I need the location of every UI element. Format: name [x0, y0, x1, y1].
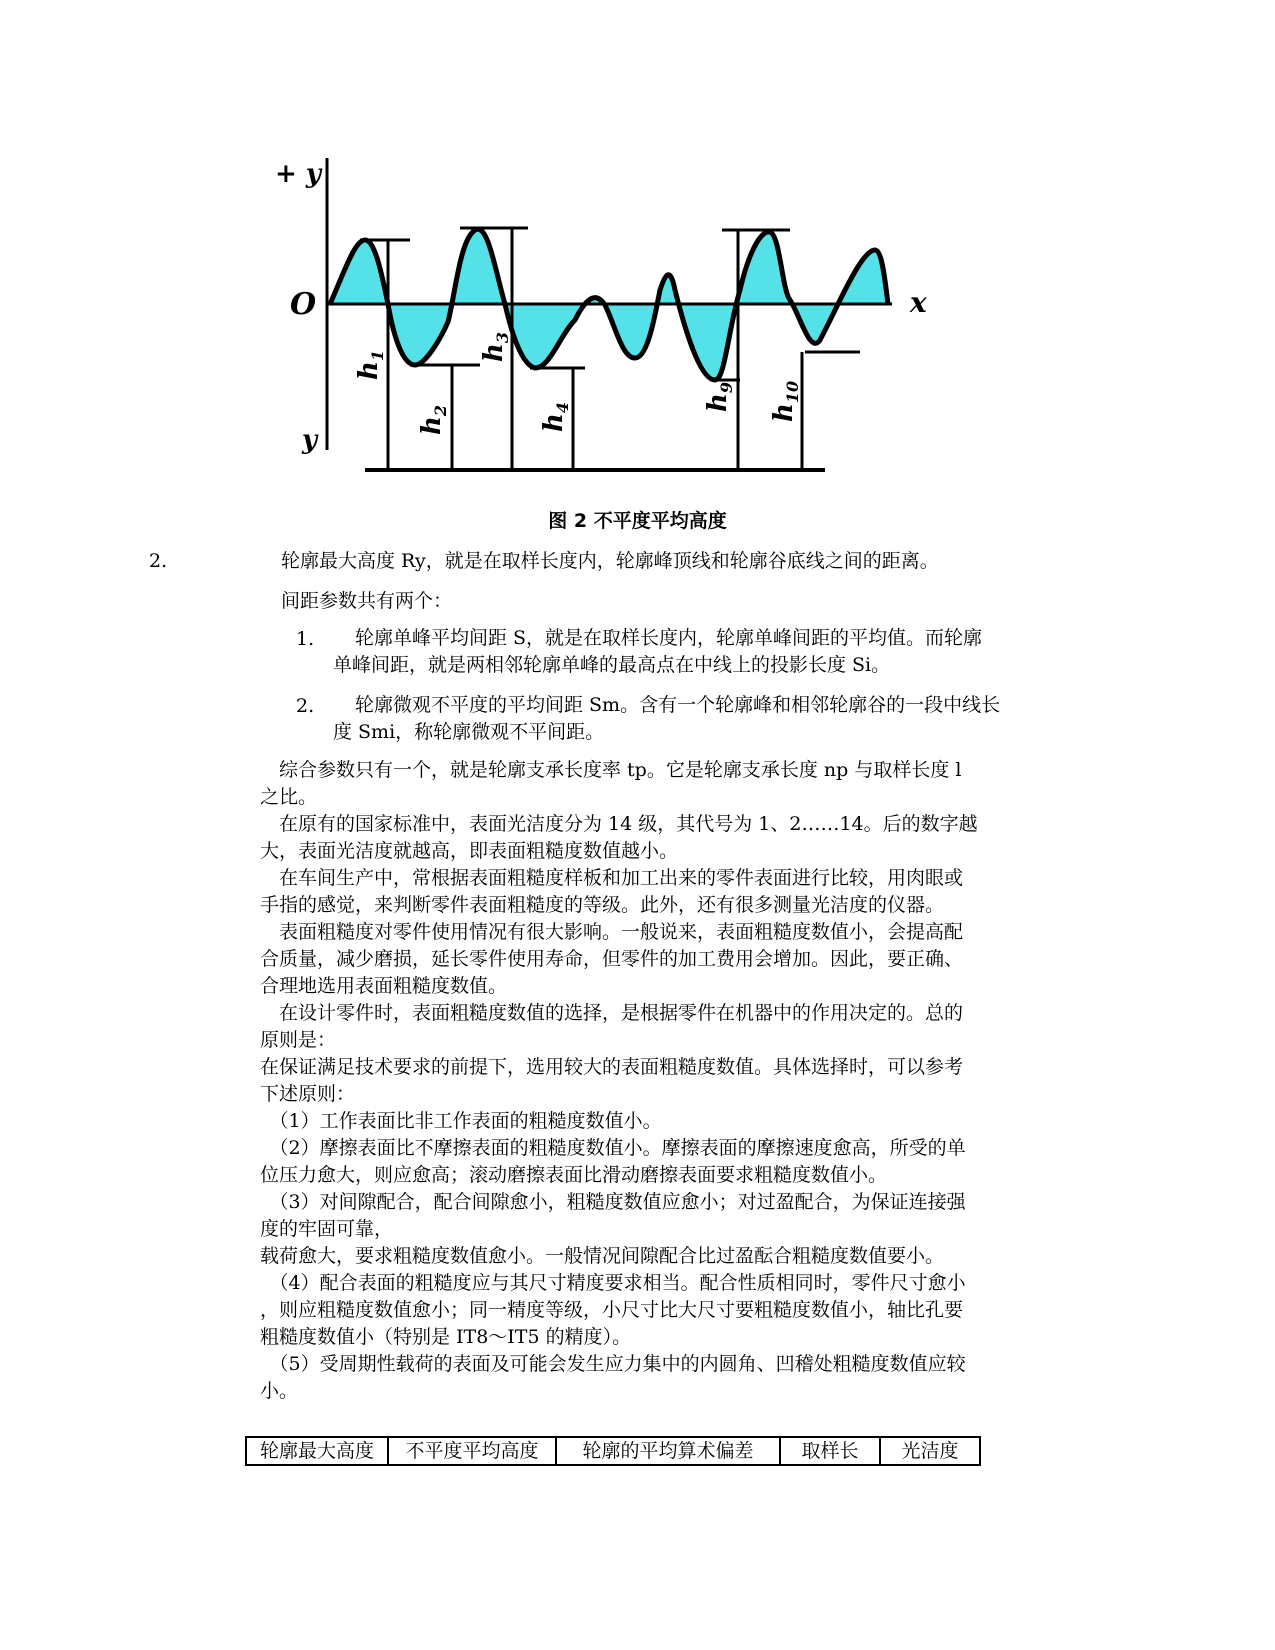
roughness-profile-diagram — [260, 140, 980, 490]
body-line: （5）受周期性载荷的表面及可能会发生应力集中的内圆角、凹稽处粗糙度数值应较 — [260, 1353, 966, 1375]
x-axis-label: x — [910, 286, 927, 319]
parameter-table — [245, 1436, 981, 1466]
sub-item-1-number: 1. — [296, 628, 315, 650]
body-line: （2）摩擦表面比不摩擦表面的粗糙度数值小。摩擦表面的摩擦速度愈高，所受的单 — [260, 1137, 966, 1159]
body-line: 位压力愈大，则应愈高；滚动磨擦表面比滑动磨擦表面要求粗糙度数值小。 — [260, 1164, 888, 1186]
svg-text:h1: $h_1$ — [354, 349, 387, 380]
svg-text:h4: $h_4$ — [539, 401, 572, 432]
sub-item-1-text — [333, 625, 982, 679]
spacing-intro — [281, 588, 452, 615]
body-line: 原则是： — [260, 1029, 337, 1051]
body-line: （3）对间隙配合，配合间隙愈小，粗糙度数值应愈小；对过盈配合，为保证连接强 — [260, 1191, 966, 1213]
body-line: 粗糙度数值小（特别是 IT8～IT5 的精度）。 — [260, 1326, 632, 1348]
origin-label: O — [290, 287, 317, 322]
body-text — [260, 757, 978, 1405]
body-line: 手指的感觉，来判断零件表面粗糙度的等级。此外，还有很多测量光洁度的仪器。 — [260, 894, 945, 916]
svg-text:h10: $h_{10}$ — [769, 380, 802, 422]
body-line: （1）工作表面比非工作表面的粗糙度数值小。 — [260, 1110, 662, 1132]
h9-label — [703, 382, 736, 412]
table-row — [246, 1437, 980, 1465]
h4-label — [539, 402, 572, 432]
body-line: 大，表面光洁度就越高，即表面粗糙度数值越小。 — [260, 840, 679, 862]
spacing-intro-line: 间距参数共有两个： — [281, 590, 453, 612]
body-line: 在保证满足技术要求的前提下，选用较大的表面粗糙度数值。具体选择时，可以参考 — [260, 1056, 964, 1078]
figure-caption: 图 2 不平度平均高度 — [548, 510, 727, 532]
body-line: 度的牢固可靠， — [260, 1218, 394, 1240]
body-line: ，则应粗糙度数值愈小；同一精度等级，小尺寸比大尺寸要粗糙度数值小，轴比孔要 — [260, 1299, 964, 1321]
plus-y-label: + y — [275, 159, 321, 189]
body-line: 表面粗糙度对零件使用情况有很大影响。一般说来，表面粗糙度数值小，会提高配 — [260, 921, 964, 943]
svg-text:h9: $h_9$ — [703, 381, 736, 412]
table-cell-finish: 光洁度 — [880, 1437, 980, 1465]
sub-item-2-line-2: 度 Smi，称轮廓微观不平间距。 — [333, 721, 605, 743]
h3-label — [479, 332, 512, 362]
body-line: 在设计零件时，表面粗糙度数值的选择，是根据零件在机器中的作用决定的。总的 — [260, 1002, 964, 1024]
item-2-number: 2. — [149, 550, 168, 572]
item-2-text — [281, 548, 939, 575]
svg-text:h3: $h_3$ — [479, 331, 512, 362]
sub-item-1-line-1: 轮廓单峰平均间距 S，就是在取样长度内，轮廓单峰间距的平均值。而轮廓 — [355, 627, 983, 649]
sub-item-2-number: 2. — [296, 695, 315, 717]
table-cell-arith-deviation: 轮廓的平均算术偏差 — [556, 1437, 780, 1465]
body-line: 载荷愈大，要求粗糙度数值愈小。一般情况间隙配合比过盈酝合粗糙度数值要小。 — [260, 1245, 945, 1267]
body-line: 之比。 — [260, 786, 318, 808]
minus-y-label: y — [302, 425, 318, 455]
body-line: 在原有的国家标准中，表面光洁度分为 14 级，其代号为 1、2……14。后的数字越 — [260, 813, 978, 835]
sub-item-2-text — [333, 692, 1000, 746]
body-line: 在车间生产中，常根据表面粗糙度样板和加工出来的零件表面进行比较，用肉眼或 — [260, 867, 964, 889]
table-cell-sample-length: 取样长 — [780, 1437, 880, 1465]
body-line: 下述原则： — [260, 1083, 356, 1105]
h10-label — [769, 381, 802, 422]
svg-text:h2: $h_2$ — [417, 404, 450, 435]
body-line: 小。 — [260, 1380, 299, 1402]
body-line: 合质量，减少磨损，延长零件使用寿命，但零件的加工费用会增加。因此，要正确、 — [260, 948, 964, 970]
body-line: 合理地选用表面粗糙度数值。 — [260, 975, 508, 997]
sub-item-2-line-1: 轮廓微观不平度的平均间距 Sm。含有一个轮廓峰和相邻轮廓谷的一段中线长 — [355, 694, 1001, 716]
body-line: 综合参数只有一个，就是轮廓支承长度率 tp。它是轮廓支承长度 np 与取样长度 l — [260, 759, 962, 781]
roughness-profile-figure — [260, 140, 980, 490]
item-2-line: 轮廓最大高度 Ry，就是在取样长度内，轮廓峰顶线和轮廓谷底线之间的距离。 — [281, 550, 939, 572]
h2-label — [417, 405, 450, 435]
h1-label — [354, 350, 387, 380]
sub-item-1-line-2: 单峰间距，就是两相邻轮廓单峰的最高点在中线上的投影长度 Si。 — [333, 654, 891, 676]
table-cell-mean-height: 不平度平均高度 — [388, 1437, 556, 1465]
table-cell-max-height: 轮廓最大高度 — [246, 1437, 388, 1465]
body-line: （4）配合表面的粗糙度应与其尺寸精度要求相当。配合性质相同时，零件尺寸愈小 — [260, 1272, 966, 1294]
